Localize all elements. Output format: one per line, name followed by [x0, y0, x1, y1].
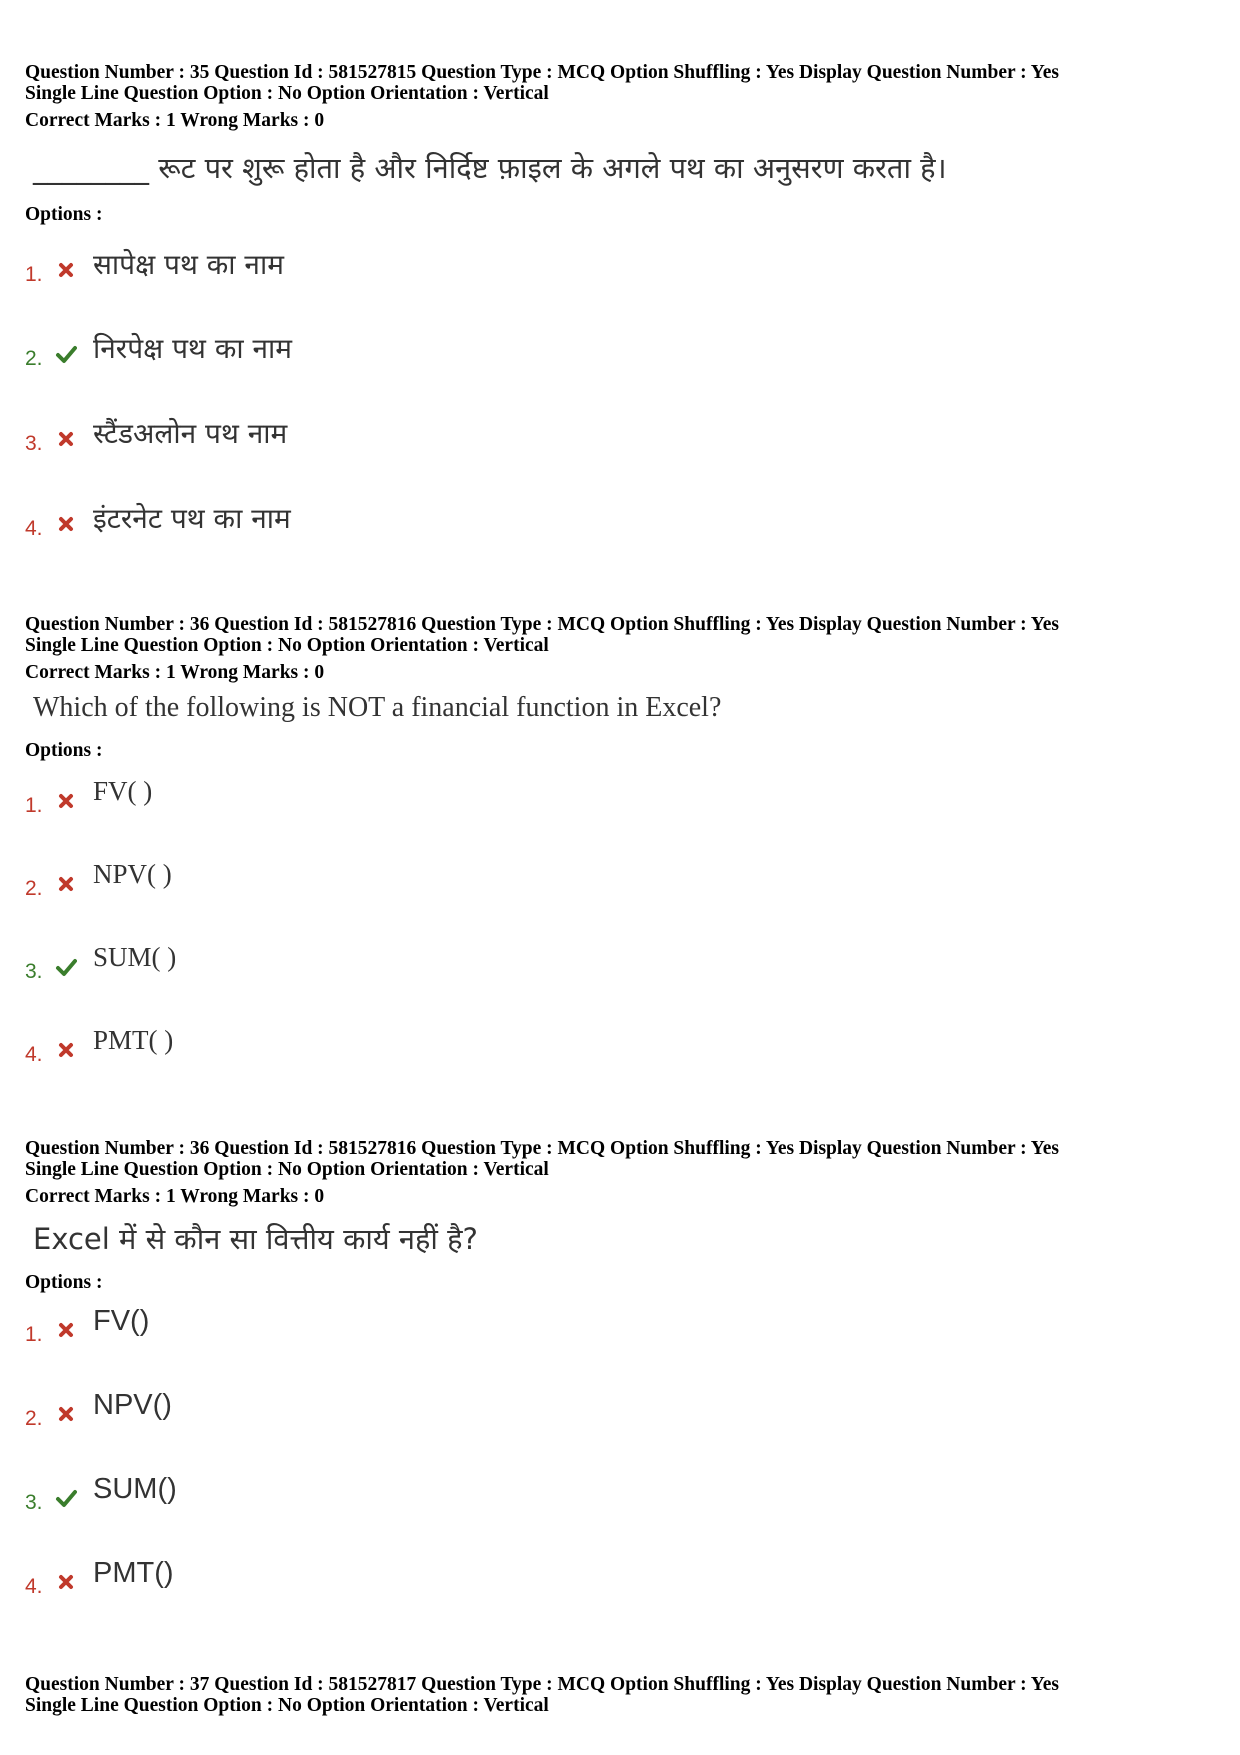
options-label: Options :	[25, 204, 103, 225]
option-number: 3.	[25, 960, 43, 983]
option-4	[25, 1025, 925, 1065]
question-marks: Correct Marks : 1 Wrong Marks : 0	[25, 662, 325, 683]
option-number: 4.	[25, 517, 43, 540]
cross-icon	[55, 1039, 77, 1061]
option-text: सापेक्ष पथ का नाम	[93, 248, 284, 281]
question-meta-line2: Single Line Question Option : No Option Orientation : Vertical	[25, 1159, 549, 1180]
question-37	[25, 1674, 1215, 1716]
question-text: ________ रूट पर शुरू होता है और निर्दिष्ट फ़ाइल के अगले पथ का अनुसरण करता है।	[33, 151, 947, 185]
question-meta-line1: Question Number : 35 Question Id : 581527815 Question Type : MCQ Option Shuffling : Yes Display Question Number : Yes	[25, 62, 1059, 83]
option-3	[25, 1473, 925, 1513]
question-35	[25, 62, 1215, 540]
option-number: 2.	[25, 877, 43, 900]
option-4	[25, 499, 925, 539]
question-36-hindi	[25, 1138, 1215, 1598]
checkmark-icon	[55, 1487, 77, 1509]
option-3	[25, 414, 925, 454]
question-meta-line1: Question Number : 36 Question Id : 581527816 Question Type : MCQ Option Shuffling : Yes Display Question Number : Yes	[25, 1138, 1059, 1159]
option-text: NPV( )	[93, 859, 172, 889]
cross-icon	[55, 428, 77, 450]
checkmark-icon	[55, 956, 77, 978]
options-label: Options :	[25, 740, 103, 761]
cross-icon	[55, 790, 77, 812]
cross-icon	[55, 513, 77, 535]
checkmark-icon	[55, 343, 77, 365]
question-marks: Correct Marks : 1 Wrong Marks : 0	[25, 1186, 325, 1207]
question-meta-line2: Single Line Question Option : No Option Orientation : Vertical	[25, 1695, 549, 1716]
option-number: 1.	[25, 794, 43, 817]
option-3	[25, 942, 925, 982]
question-text: Excel में से कौन सा वित्तीय कार्य नहीं है?	[33, 1222, 478, 1256]
option-text: PMT()	[93, 1557, 174, 1589]
question-text: Which of the following is NOT a financial function in Excel?	[33, 692, 722, 723]
option-2	[25, 859, 925, 899]
option-text: SUM()	[93, 1473, 177, 1505]
question-36-english	[25, 614, 1215, 1066]
option-2	[25, 329, 925, 369]
cross-icon	[55, 1403, 77, 1425]
cross-icon	[55, 1319, 77, 1341]
option-text: स्टैंडअलोन पथ नाम	[93, 417, 288, 450]
option-number: 2.	[25, 1407, 43, 1430]
cross-icon	[55, 259, 77, 281]
option-text: FV( )	[93, 776, 153, 806]
option-4	[25, 1557, 925, 1597]
question-meta-line2: Single Line Question Option : No Option Orientation : Vertical	[25, 635, 549, 656]
option-number: 3.	[25, 1491, 43, 1514]
option-number: 4.	[25, 1043, 43, 1066]
option-text: FV()	[93, 1305, 150, 1337]
cross-icon	[55, 873, 77, 895]
option-1	[25, 776, 925, 816]
option-text: NPV()	[93, 1389, 172, 1421]
option-1	[25, 1305, 925, 1345]
option-2	[25, 1389, 925, 1429]
option-text: SUM( )	[93, 942, 177, 972]
option-text: इंटरनेट पथ का नाम	[93, 502, 291, 535]
option-number: 1.	[25, 1323, 43, 1346]
option-number: 1.	[25, 263, 43, 286]
option-1	[25, 245, 925, 285]
option-text: निरपेक्ष पथ का नाम	[93, 332, 293, 365]
option-number: 4.	[25, 1575, 43, 1598]
question-meta-line2: Single Line Question Option : No Option Orientation : Vertical	[25, 83, 549, 104]
option-number: 3.	[25, 432, 43, 455]
option-number: 2.	[25, 347, 43, 370]
option-text: PMT( )	[93, 1025, 174, 1055]
question-meta-line1: Question Number : 36 Question Id : 581527816 Question Type : MCQ Option Shuffling : Yes Display Question Number : Yes	[25, 614, 1059, 635]
question-meta-line1: Question Number : 37 Question Id : 581527817 Question Type : MCQ Option Shuffling : Yes Display Question Number : Yes	[25, 1674, 1059, 1695]
cross-icon	[55, 1571, 77, 1593]
question-marks: Correct Marks : 1 Wrong Marks : 0	[25, 110, 325, 131]
options-label: Options :	[25, 1272, 103, 1293]
